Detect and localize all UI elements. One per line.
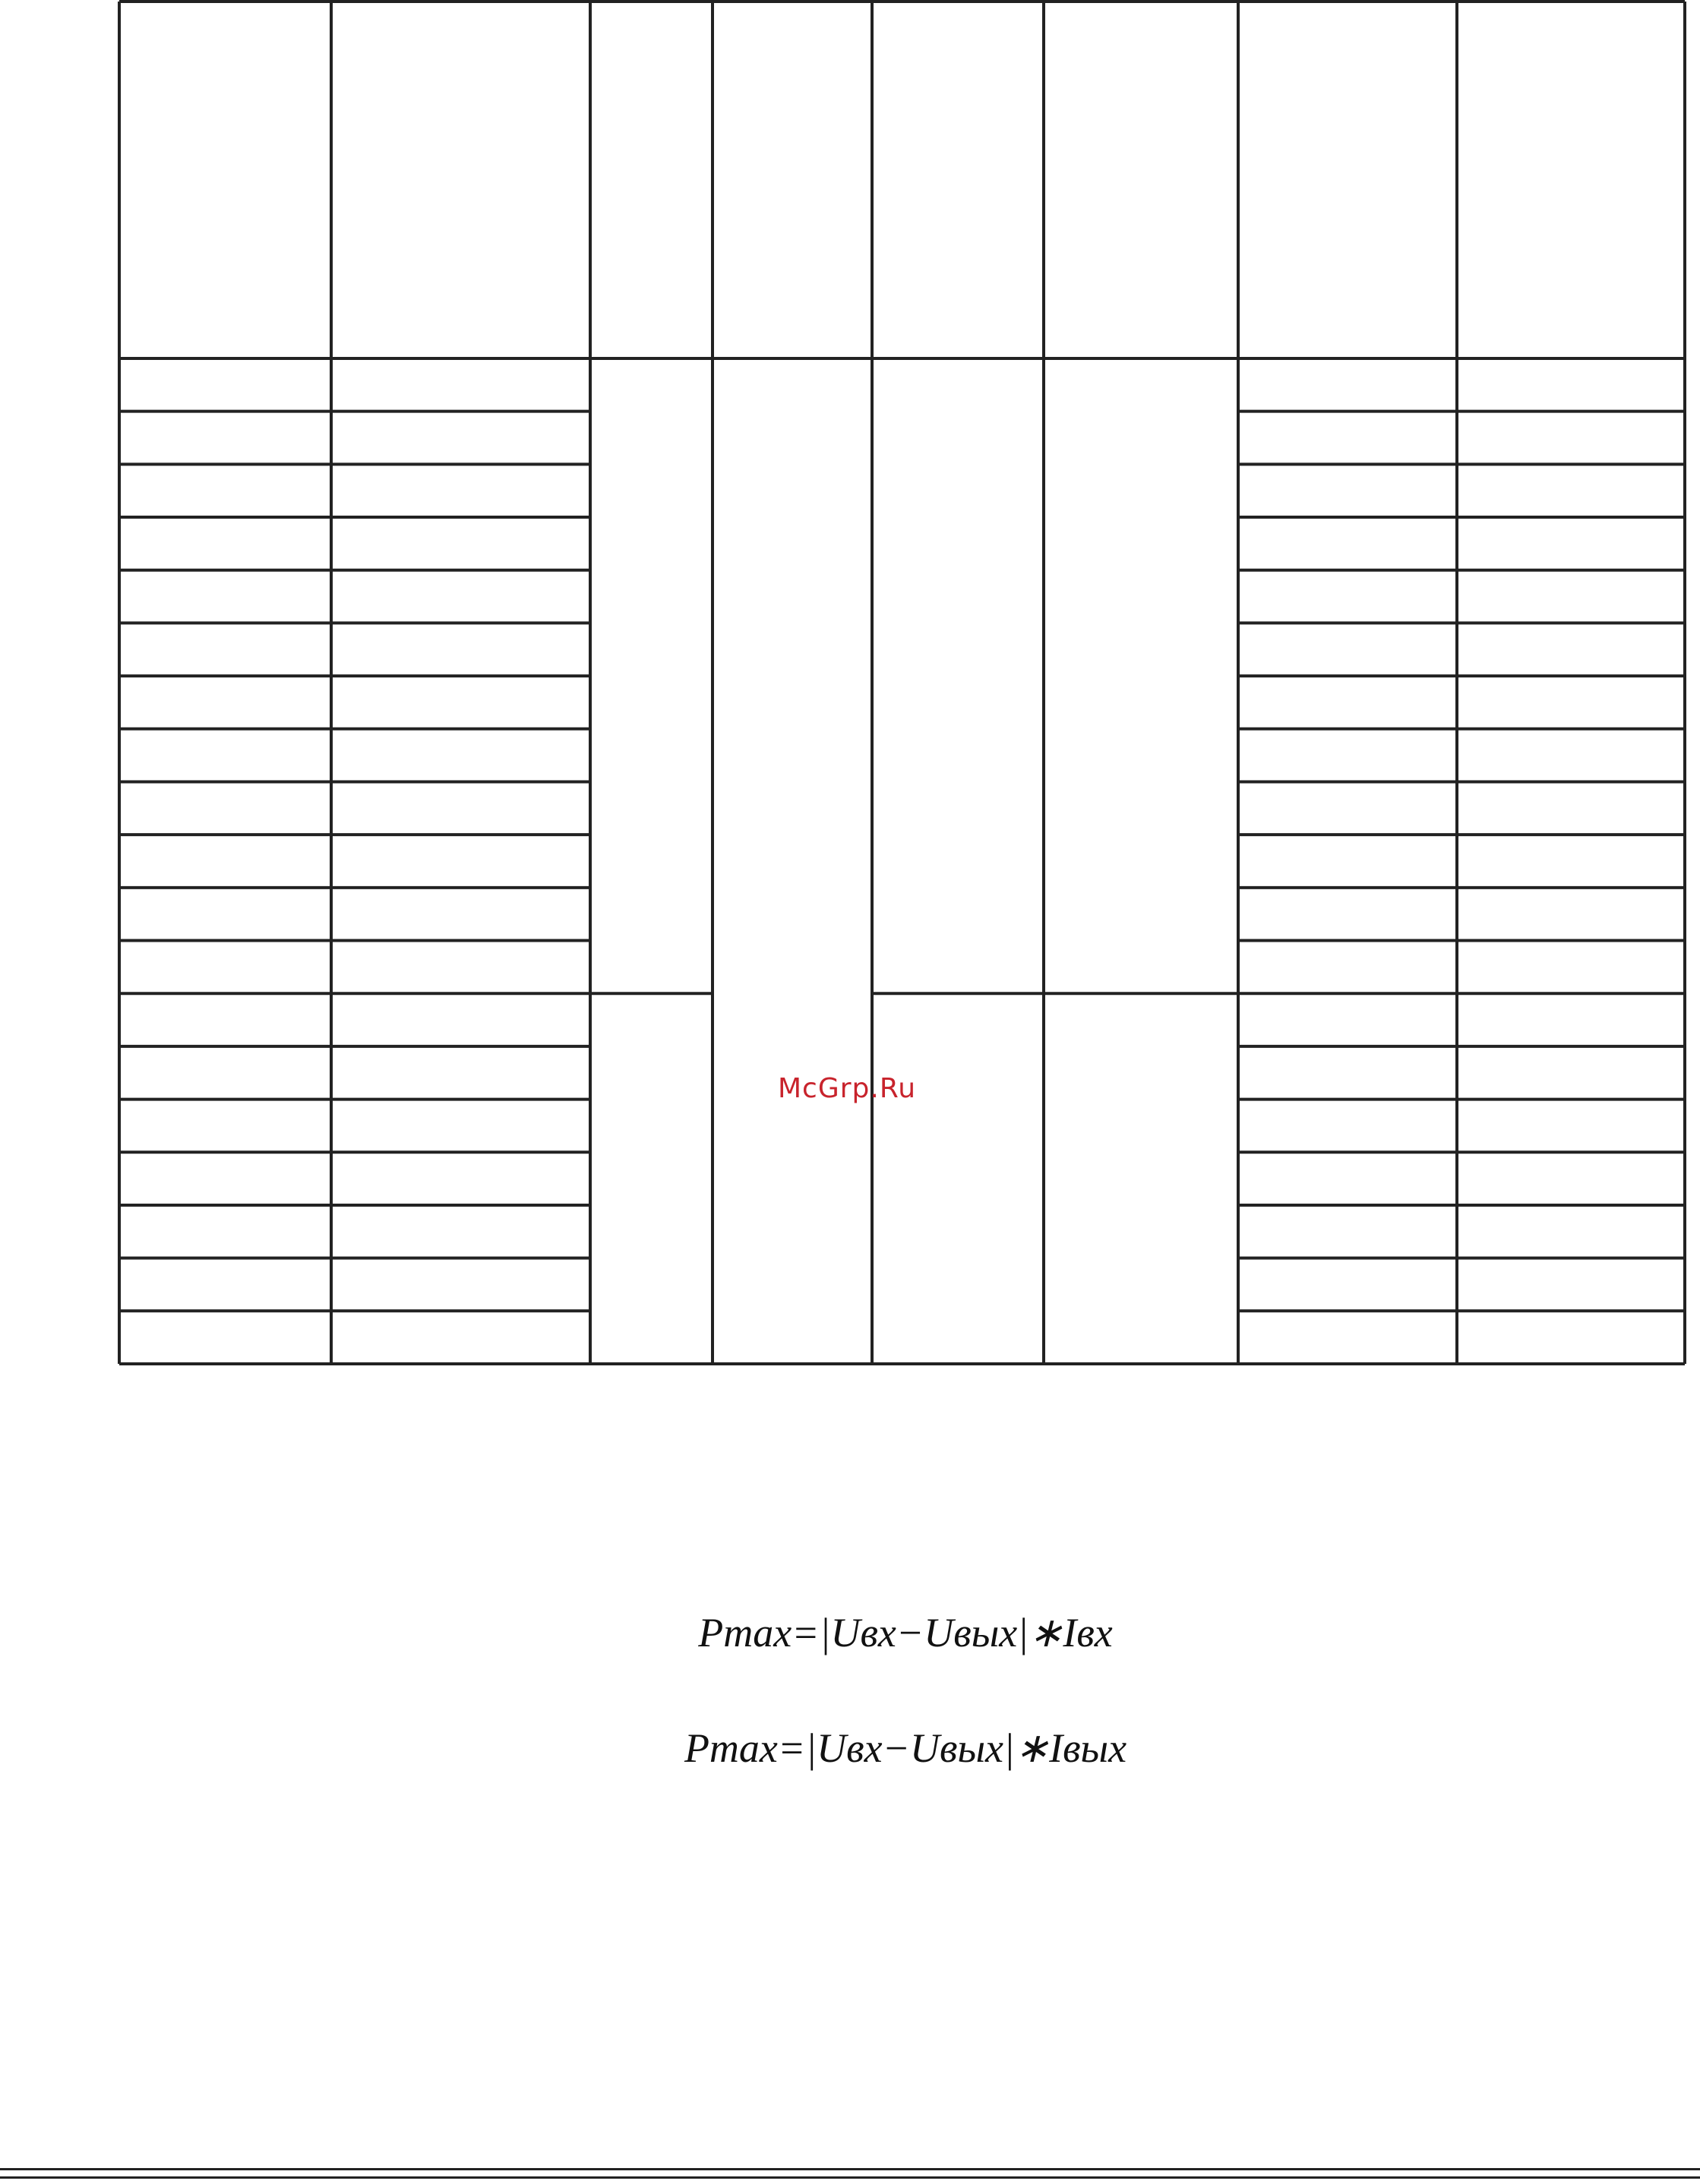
formula-input-power: Pmax=|Uвх−Uвых|∗Iвх <box>698 1610 1113 1655</box>
formula-output-power: Pmax=|Uвх−Uвых|∗Iвых <box>684 1725 1127 1771</box>
footer-rule-top <box>0 2168 1700 2170</box>
footer-rule-bottom <box>0 2176 1700 2179</box>
watermark: McGrp.Ru <box>778 1073 917 1104</box>
